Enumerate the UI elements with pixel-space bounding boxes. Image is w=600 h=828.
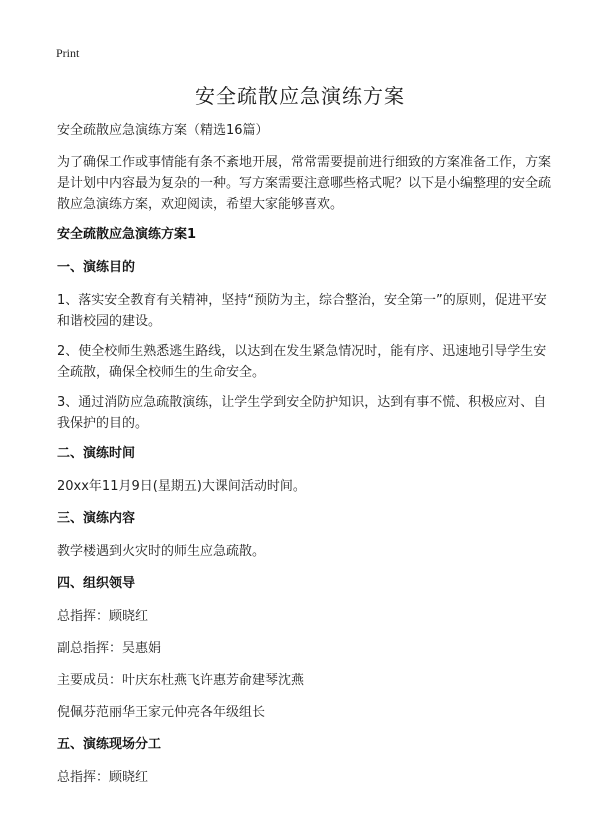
document-body	[57, 120, 551, 799]
heading-time: 二、演练时间	[57, 446, 136, 461]
heading-division: 五、演练现场分工	[57, 737, 162, 752]
members-line-2: 倪佩芬范丽华王家元仲亮各年级组长	[57, 705, 266, 720]
page-title: 安全疏散应急演练方案	[195, 84, 405, 108]
subtitle: 安全疏散应急演练方案（精选16篇）	[57, 123, 269, 138]
paragraph-purpose-3: 3、通过消防应急疏散演练，让学生学到安全防护知识，达到有事不慌、积极应对、自我保护的目的。	[57, 395, 547, 431]
intro-paragraph: 为了确保工作或事情能有条不紊地开展，常常需要提前进行细致的方案准备工作，方案是计划中内容最为复杂的一种。写方案需要注意哪些格式呢？以下是小编整理的安全疏散应急演练方案，欢迎阅读，希望大家能够喜欢。	[57, 155, 552, 212]
heading-leadership: 四、组织领导	[57, 576, 136, 591]
paragraph-content: 教学楼遇到火灾时的师生应急疏散。	[57, 544, 266, 559]
heading-content: 三、演练内容	[57, 511, 136, 526]
members-line: 主要成员：叶庆东杜燕飞许惠芳俞建琴沈燕	[57, 673, 305, 688]
paragraph-purpose-1: 1、落实安全教育有关精神，坚持“预防为主，综合整治，安全第一”的原则，促进平安和谐校园的建设。	[57, 293, 547, 329]
deputy-line: 副总指挥：吴惠娟	[57, 641, 162, 656]
leader-line-2: 总指挥：顾晓红	[57, 770, 149, 785]
paragraph-time: 20xx年11月9日(星期五)大课间活动时间。	[57, 479, 306, 494]
section-title: 安全疏散应急演练方案1	[57, 227, 197, 242]
leader-line: 总指挥：顾晓红	[57, 609, 149, 624]
heading-purpose: 一、演练目的	[57, 260, 136, 275]
print-label: Print	[56, 46, 80, 60]
paragraph-purpose-2: 2、使全校师生熟悉逃生路线，以达到在发生紧急情况时，能有序、迅速地引导学生安全疏散，确保全校师生的生命安全。	[57, 344, 547, 380]
